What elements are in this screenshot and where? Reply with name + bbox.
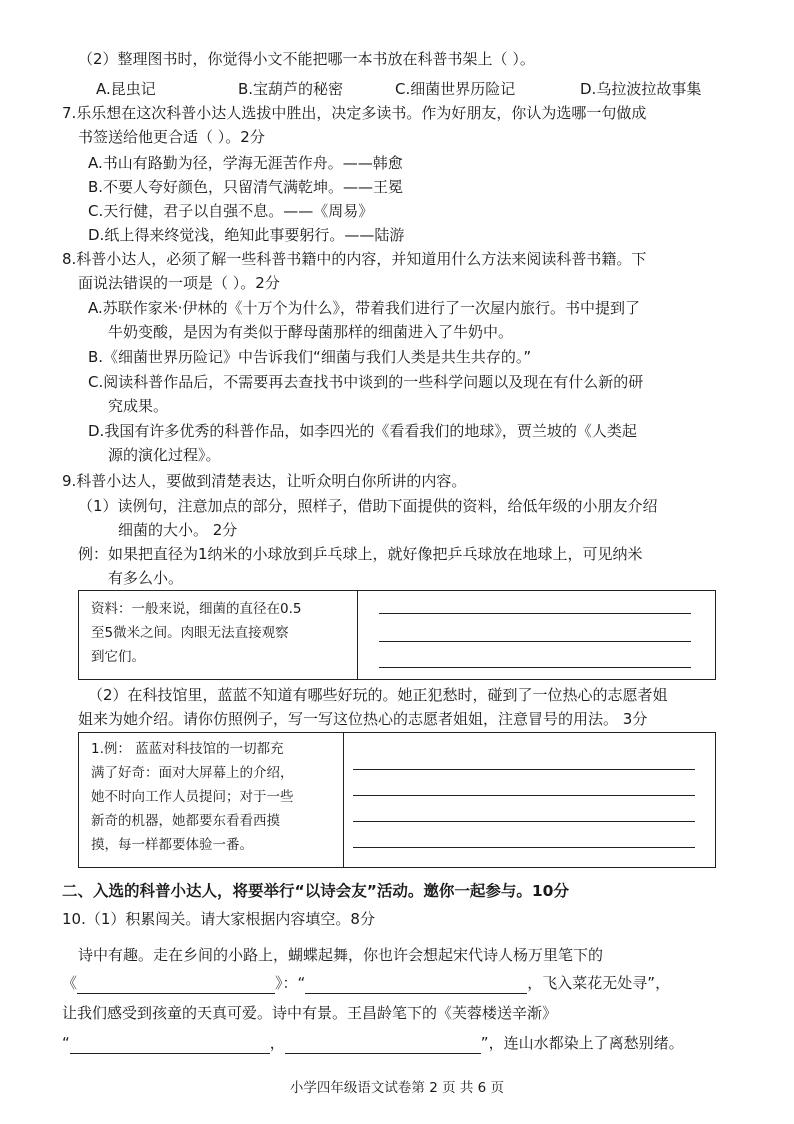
verse-tail: ，飞入菜花无处寻”，	[527, 974, 671, 992]
q7-option-d: D.纸上得来终觉浅，绝知此事要躬行。——陆游	[88, 226, 405, 244]
q10-paragraph-line1: 诗中有趣。走在乡间的小路上，蝴蝶起舞，你也许会想起宋代诗人杨万里笔下的	[78, 946, 604, 964]
blank-verse-2[interactable]	[285, 1037, 481, 1054]
q8-stem-line2: 面说法错误的一项是（ ）。2分	[78, 274, 280, 292]
example-text-line2: 满了好奇：面对大屏幕上的介绍，	[91, 765, 294, 781]
q6-option-c: C.细菌世界历险记	[395, 80, 516, 98]
book-close-mark: 》：“	[275, 974, 306, 992]
blank-title[interactable]	[77, 977, 275, 994]
q7-stem-line1: 7.乐乐想在这次科普小达人选拔中胜出，决定多读书。作为好朋友，你认为选哪一句做成	[62, 104, 647, 122]
q7-stem-line2: 书签送给他更合适（ ）。2分	[78, 128, 265, 146]
q10-paragraph-line2	[62, 972, 670, 994]
q9-example-line2: 有多么小。	[108, 569, 184, 587]
quote-tail: ”，连山水都染上了离愁别绪。	[480, 1034, 684, 1052]
answer-line[interactable]	[379, 641, 691, 642]
example-text-line1: 1.例： 蓝蓝对科技馆的一切都充	[91, 741, 284, 757]
q9-sub1-line1: （1）读例句，注意加点的部分，照样子，借助下面提供的资料，给低年级的小朋友介绍	[78, 497, 658, 515]
answer-line[interactable]	[353, 769, 695, 770]
q6-option-a: A.昆虫记	[96, 80, 156, 98]
blank-verse-1[interactable]	[70, 1037, 270, 1054]
q8-option-a-line1: A.苏联作家米·伊林的《十万个为什么》，带着我们进行了一次屋内旅行。书中提到了	[88, 299, 641, 317]
q7-option-c: C.天行健，君子以自强不息。——《周易》	[88, 202, 374, 220]
q8-option-d-line2: 源的演化过程》。	[108, 446, 221, 464]
q9-example-line1: 例：如果把直径为1纳米的小球放到乒乓球上，就好像把乒乓球放在地球上，可见纳米	[78, 545, 643, 563]
q8-option-c-line2: 究成果。	[108, 397, 169, 415]
material-text-line1: 资料：一般来说，细菌的直径在0.5	[91, 601, 302, 617]
q10-stem: 10.（1）积累闯关。请大家根据内容填空。8分	[62, 910, 375, 928]
example-text-line3: 她不时向工作人员提问；对于一些	[91, 789, 294, 805]
answer-line[interactable]	[379, 667, 691, 668]
q8-option-c-line1: C.阅读科普作品后，不需要再去查找书中谈到的一些科学问题以及现在有什么新的研	[88, 373, 644, 391]
q9-material-divider	[357, 591, 358, 679]
answer-line[interactable]	[353, 821, 695, 822]
q6-sub2: （2）整理图书时，你觉得小文不能把哪一本书放在科普书架上（ ）。	[78, 50, 535, 68]
q8-option-d-line1: D.我国有许多优秀的科普作品，如李四光的《看看我们的地球》，贾兰坡的《人类起	[88, 422, 637, 440]
q7-option-b: B.不要人夸好颜色，只留清气满乾坤。——王冕	[88, 178, 404, 196]
q9-example-divider	[343, 733, 344, 867]
material-text-line2: 至5微米之间。肉眼无法直接观察	[91, 625, 289, 641]
q6-option-d: D.乌拉波拉故事集	[580, 80, 702, 98]
quote-open: “	[62, 1034, 70, 1052]
example-text-line5: 摸，每一样都要体验一番。	[91, 837, 253, 853]
q9-stem: 9.科普小达人，要做到清楚表达，让听众明白你所讲的内容。	[62, 472, 467, 490]
answer-line[interactable]	[353, 847, 695, 848]
q7-option-a: A.书山有路勤为径，学海无涯苦作舟。——韩愈	[88, 154, 403, 172]
material-text-line3: 到它们。	[91, 649, 145, 665]
q8-option-a-line2: 牛奶变酸，是因为有类似于酵母菌那样的细菌进入了牛奶中。	[108, 323, 514, 341]
comma: ，	[269, 1034, 285, 1052]
q9-sub1-line2: 细菌的大小。 2分	[118, 521, 238, 539]
q8-stem-line1: 8.科普小达人，必须了解一些科普书籍中的内容，并知道用什么方法来阅读科普书籍。下	[62, 250, 647, 268]
book-open-mark: 《	[62, 974, 78, 992]
q10-paragraph-line3: 让我们感受到孩童的天真可爱。诗中有景。王昌龄笔下的《芙蓉楼送辛渐》	[62, 1004, 558, 1022]
example-text-line4: 新奇的机器，她都要东看看西摸	[91, 813, 280, 829]
q9-example-box	[78, 732, 716, 868]
blank-verse[interactable]	[305, 977, 527, 994]
section-2-title: 二、入选的科普小达人，将要举行“以诗会友”活动。邀你一起参与。10分	[62, 882, 569, 900]
answer-line[interactable]	[353, 795, 695, 796]
q8-option-b: B.《细菌世界历险记》中告诉我们“细菌与我们人类是共生共存的。”	[88, 348, 532, 366]
answer-line[interactable]	[379, 613, 691, 614]
page-footer: 小学四年级语文试卷第 2 页 共 6 页	[289, 1080, 505, 1096]
q9-sub2-line2: 姐来为她介绍。请你仿照例子，写一写这位热心的志愿者姐姐，注意冒号的用法。 3分	[78, 710, 648, 728]
q6-option-b: B.宝葫芦的秘密	[238, 80, 344, 98]
q9-sub2-line1: （2）在科技馆里，蓝蓝不知道有哪些好玩的。她正犯愁时，碰到了一位热心的志愿者姐	[88, 686, 668, 704]
q9-material-box	[78, 590, 716, 680]
q10-paragraph-line4	[62, 1032, 684, 1054]
